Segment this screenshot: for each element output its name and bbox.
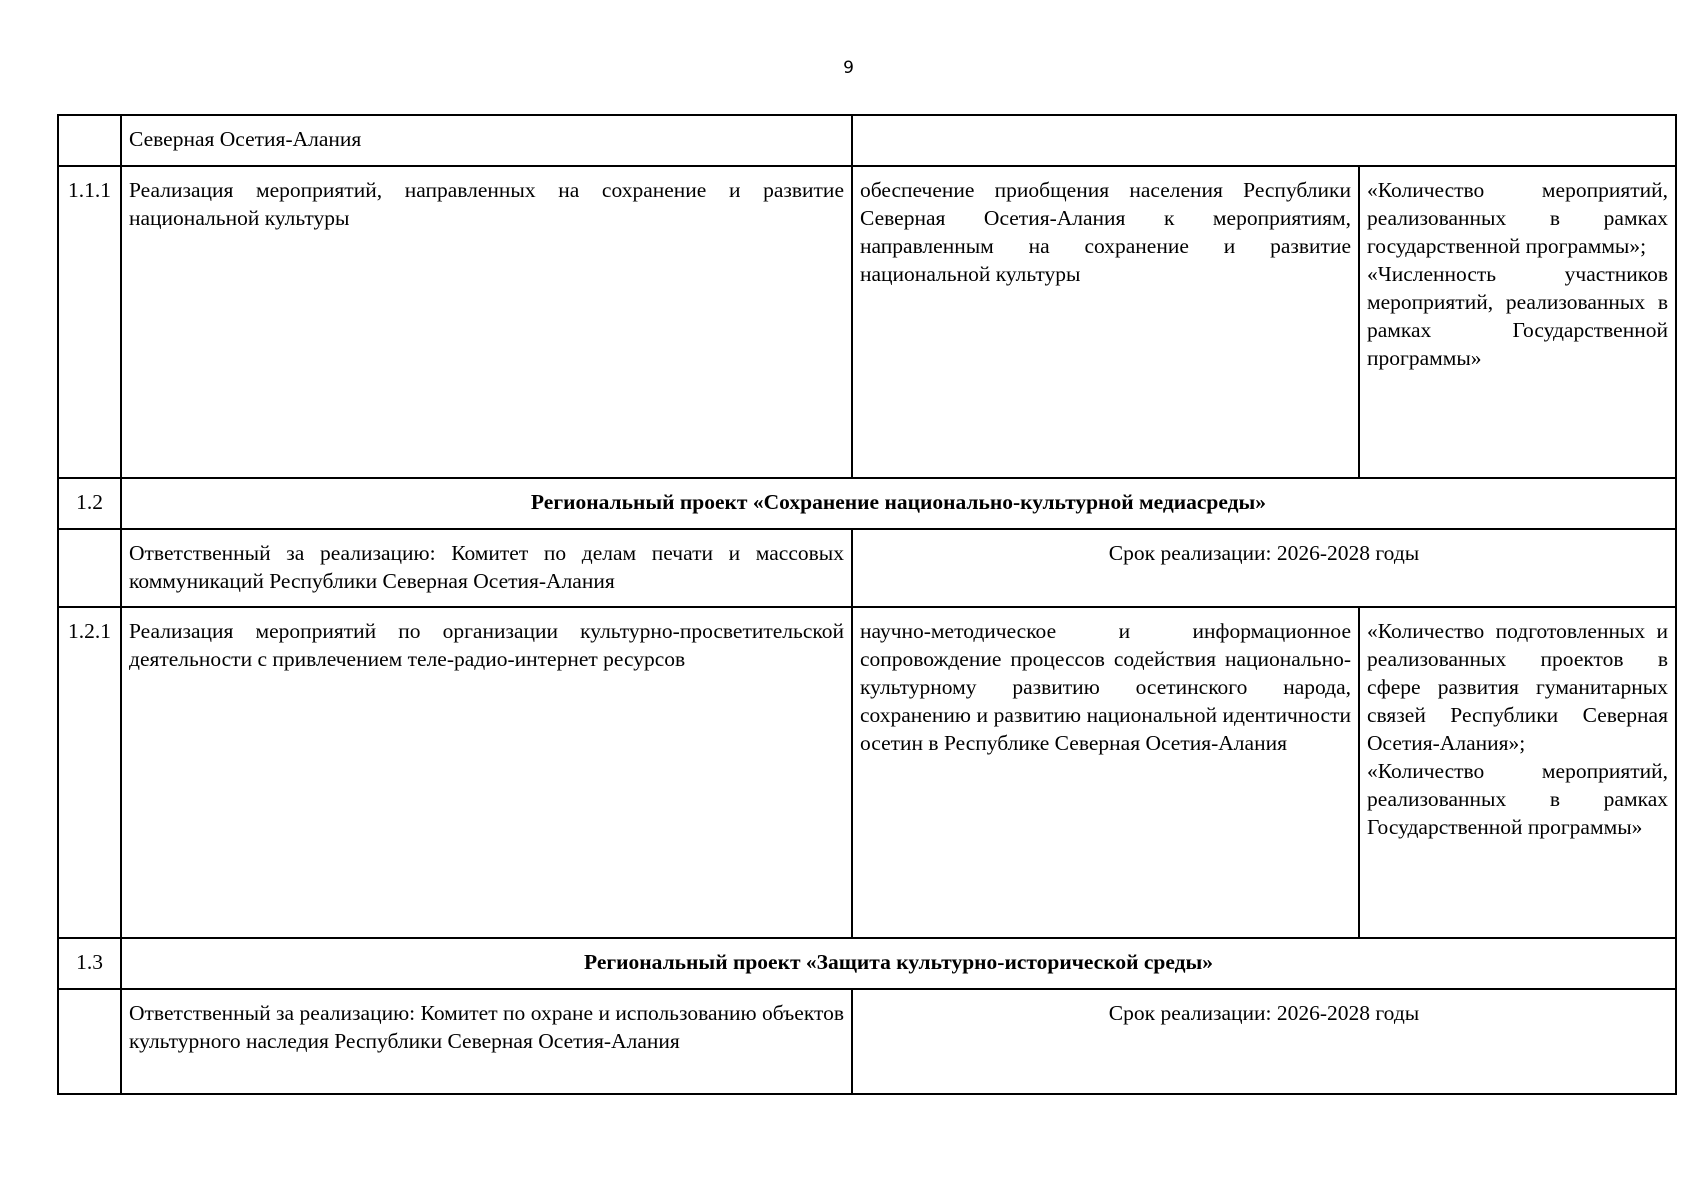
indicator-item: «Количество мероприятий, реализованных в рамках Государственной программы» bbox=[1367, 759, 1668, 839]
term-cell bbox=[852, 115, 1676, 166]
row-number: 1.1.1 bbox=[58, 166, 121, 478]
table-row bbox=[58, 529, 1676, 607]
task-effect-cell: обеспечение приобщения населения Республики Северная Осетия-Алания к мероприятиям, направленным на сохранение и развитие национальной культуры bbox=[852, 166, 1359, 478]
task-name-cell: Реализация мероприятий, направленных на сохранение и развитие национальной культуры bbox=[121, 166, 852, 478]
row-number: 1.2.1 bbox=[58, 607, 121, 938]
term-cell: Срок реализации: 2026-2028 годы bbox=[852, 989, 1676, 1094]
indicator-item: «Количество мероприятий, реализованных в рамках государственной программы»; bbox=[1367, 178, 1668, 258]
table-row bbox=[58, 938, 1676, 989]
row-number bbox=[58, 529, 121, 607]
row-number bbox=[58, 989, 121, 1094]
indicator-item: «Численность участников мероприятий, реализованных в рамках Государственной программы» bbox=[1367, 262, 1668, 370]
section-title: Региональный проект «Сохранение национально-культурной медиасреды» bbox=[121, 478, 1676, 529]
indicators-cell bbox=[1359, 607, 1676, 938]
table-row bbox=[58, 607, 1676, 938]
task-effect-cell: научно-методическое и информационное сопровождение процессов содействия национально-культурному развитию осетинского народа, сохранению и развитию национальной идентичности осетин в Республике Северная Осетия-Алания bbox=[852, 607, 1359, 938]
program-table bbox=[57, 114, 1677, 1095]
table-row bbox=[58, 115, 1676, 166]
responsible-cell: Ответственный за реализацию: Комитет по охране и использованию объектов культурного наследия Республики Северная Осетия-Алания bbox=[121, 989, 852, 1094]
table-row bbox=[58, 989, 1676, 1094]
term-cell: Срок реализации: 2026-2028 годы bbox=[852, 529, 1676, 607]
page-number: 9 bbox=[843, 58, 854, 78]
section-title: Региональный проект «Защита культурно-исторической среды» bbox=[121, 938, 1676, 989]
table-row bbox=[58, 166, 1676, 478]
section-number: 1.2 bbox=[58, 478, 121, 529]
row-number bbox=[58, 115, 121, 166]
table-row bbox=[58, 478, 1676, 529]
responsible-cell: Ответственный за реализацию: Комитет по делам печати и массовых коммуникаций Республики Северная Осетия-Алания bbox=[121, 529, 852, 607]
responsible-cell: Северная Осетия-Алания bbox=[121, 115, 852, 166]
indicators-cell bbox=[1359, 166, 1676, 478]
indicator-item: «Количество подготовленных и реализованных проектов в сфере развития гуманитарных связей Республики Северная Осетия-Алания»; bbox=[1367, 619, 1668, 755]
task-name-cell: Реализация мероприятий по организации культурно-просветительской деятельности с привлечением теле-радио-интернет ресурсов bbox=[121, 607, 852, 938]
section-number: 1.3 bbox=[58, 938, 121, 989]
